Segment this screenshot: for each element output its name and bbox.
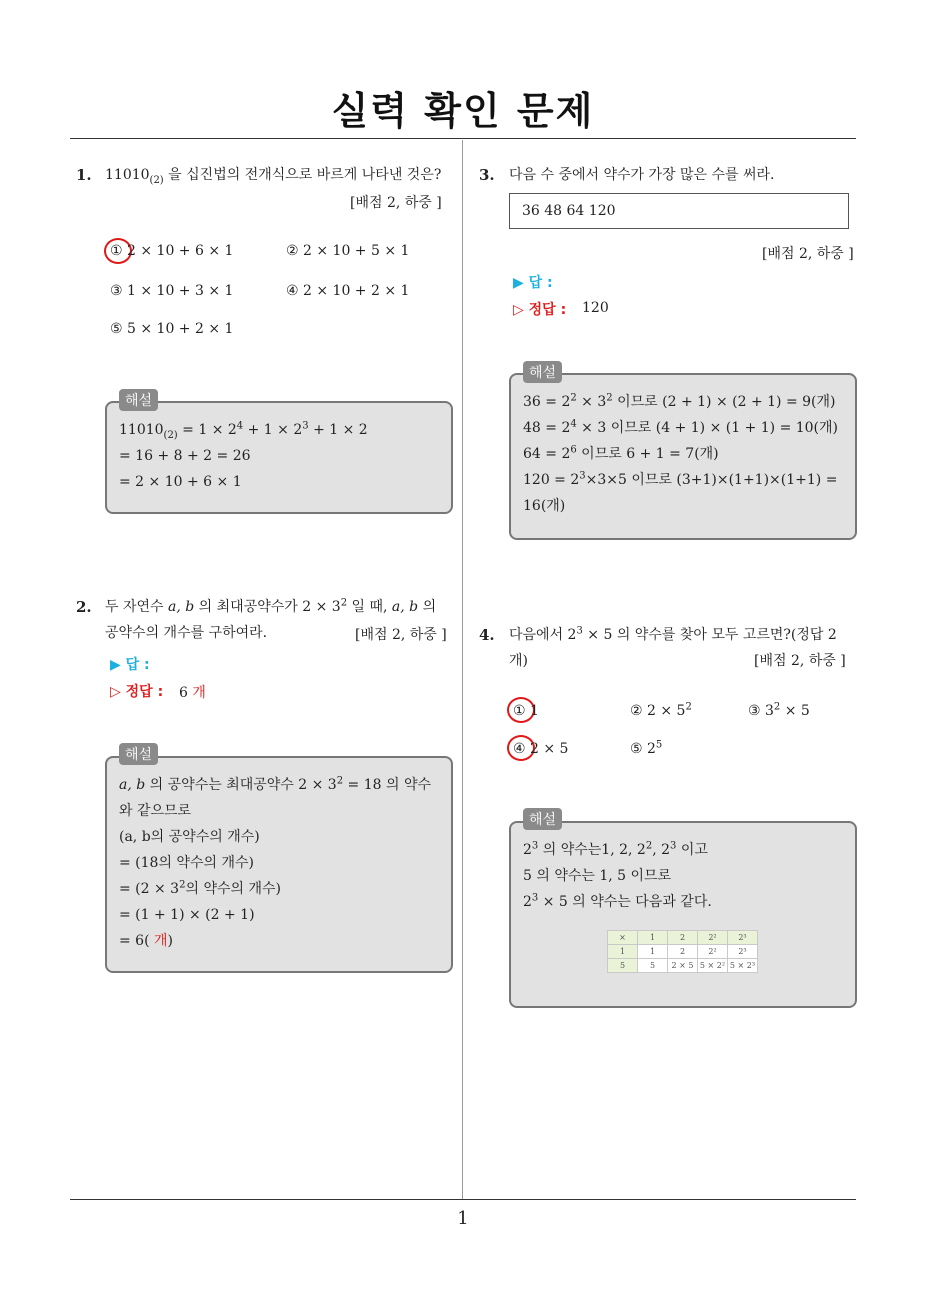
correct-answer-label: ▷ 정답 :	[110, 684, 164, 700]
solution-line: = (18의 약수의 개수)	[119, 855, 254, 871]
table-row	[608, 931, 758, 945]
page-title: 실력 확인 문제	[331, 89, 595, 133]
solution-line: 와 같으므로	[119, 803, 192, 819]
question-2-meta: [배점 2, 하중 ]	[355, 627, 447, 643]
solution-line: $64 = 2^6$ 이므로 6 + 1 = 7(개)	[523, 444, 719, 462]
correct-answer-value: 6 개	[179, 685, 206, 701]
solution-line: = ($2 \times 3^2$의 약수의 개수)	[119, 879, 281, 897]
table-cell: 5 × 2²	[698, 959, 728, 973]
question-4-meta: [배점 2, 하중 ]	[754, 653, 846, 669]
choice-4[interactable]: ④ 2 × 10 + 2 × 1	[286, 283, 410, 299]
solution-box-1	[105, 401, 453, 514]
question-1-text: $11010_{(2)}$ 을 십진법의 전개식으로 바르게 나타낸 것은?	[105, 167, 442, 186]
solution-line: a, b 의 공약수는 최대공약수 $2 \times 3^2 = 18$ 의 약수	[119, 775, 432, 793]
solution-line: = 6( 개)	[119, 933, 173, 949]
top-rule	[70, 138, 856, 139]
question-2-number: 2.	[76, 598, 92, 616]
table-cell: ×	[608, 931, 638, 945]
choice-2[interactable]: ② 2 × 10 + 5 × 1	[286, 243, 410, 259]
table-cell: 2²	[698, 945, 728, 959]
table-row	[608, 945, 758, 959]
question-3-text: 다음 수 중에서 약수가 가장 많은 수를 써라.	[509, 167, 775, 183]
solution-tag: 해설	[523, 808, 562, 830]
question-4-number: 4.	[479, 626, 495, 644]
divisor-table	[607, 930, 758, 973]
column-divider	[462, 140, 463, 1200]
solution-line: $2^3 \times 5$ 의 약수는 다음과 같다.	[523, 892, 712, 910]
solution-line: = (1 + 1) × (2 + 1)	[119, 907, 255, 923]
table-cell: 2 × 5	[668, 959, 698, 973]
choice-5[interactable]: ⑤ $2^5$	[630, 739, 663, 757]
choice-2[interactable]: ② $2 \times 5^2$	[630, 701, 692, 719]
solution-box-2	[105, 756, 453, 973]
solution-line: $36 = 2^2 \times 3^2$ 이므로 (2 + 1) × (2 + 1) = 9(개)	[523, 392, 836, 410]
table-cell: 5 × 2³	[728, 959, 758, 973]
correct-answer-value: 120	[582, 300, 609, 316]
table-cell: 2²	[698, 931, 728, 945]
table-cell: 2³	[728, 945, 758, 959]
question-2-text: 두 자연수 a, b 의 최대공약수가 $2 \times 3^2$ 일 때, a, b 의 공약수의 개수를 구하여라.	[105, 597, 437, 641]
answer-label: ▶ 답 :	[513, 275, 553, 291]
table-cell: 1	[638, 945, 668, 959]
solution-line: = 2 × 10 + 6 × 1	[119, 474, 242, 490]
table-cell: 2³	[728, 931, 758, 945]
choice-4[interactable]: ④ 2 × 5	[513, 741, 569, 757]
question-1-meta: [배점 2, 하중 ]	[350, 195, 442, 211]
question-3-meta: [배점 2, 하중 ]	[762, 246, 854, 262]
table-cell: 1	[608, 945, 638, 959]
solution-tag: 해설	[523, 361, 562, 383]
solution-line: (a, b의 공약수의 개수)	[119, 829, 260, 845]
choice-1[interactable]: ① 1	[513, 703, 539, 719]
choice-3[interactable]: ③ $3^2 \times 5$	[748, 701, 810, 719]
choice-1[interactable]: ① 2 × 10 + 6 × 1	[110, 243, 234, 259]
question-3-number: 3.	[479, 166, 495, 184]
solution-box-4	[509, 821, 857, 1008]
bottom-rule	[70, 1199, 856, 1200]
solution-tag: 해설	[119, 743, 158, 765]
solution-line: $11010_{(2)} = 1 \times 2^4 + 1 \times 2^3 + 1 \times 2$	[119, 420, 368, 441]
solution-line: 16(개)	[523, 498, 566, 514]
solution-line: $120 = 2^3\times 3\times 5$ 이므로 (3+1)×(1+1)×(1+1) =	[523, 470, 838, 488]
solution-tag: 해설	[119, 389, 158, 411]
solution-box-3	[509, 373, 857, 540]
solution-line: = 16 + 8 + 2 = 26	[119, 448, 251, 464]
question-1-number: 1.	[76, 166, 92, 184]
solution-line: $48 = 2^4 \times 3$ 이므로 (4 + 1) × (1 + 1) = 10(개)	[523, 418, 839, 436]
page-number: 1	[457, 1208, 469, 1229]
question-4-text: 다음에서 $2^3 \times 5$ 의 약수를 찾아 모두 고르면?(정답 2 개)	[509, 625, 837, 669]
table-cell: 1	[638, 931, 668, 945]
solution-line: $2^3$ 의 약수는1, 2, $2^2$, $2^3$ 이고	[523, 840, 708, 858]
table-cell: 2	[668, 945, 698, 959]
correct-answer-label: ▷ 정답 :	[513, 302, 567, 318]
number-list-box: 36 48 64 120	[509, 193, 849, 229]
answer-label: ▶ 답 :	[110, 657, 150, 673]
table-cell: 5	[608, 959, 638, 973]
table-cell: 2	[668, 931, 698, 945]
choice-5[interactable]: ⑤ 5 × 10 + 2 × 1	[110, 321, 234, 337]
table-row	[608, 959, 758, 973]
solution-line: 5 의 약수는 1, 5 이므로	[523, 868, 672, 884]
choice-3[interactable]: ③ 1 × 10 + 3 × 1	[110, 283, 234, 299]
table-cell: 5	[638, 959, 668, 973]
